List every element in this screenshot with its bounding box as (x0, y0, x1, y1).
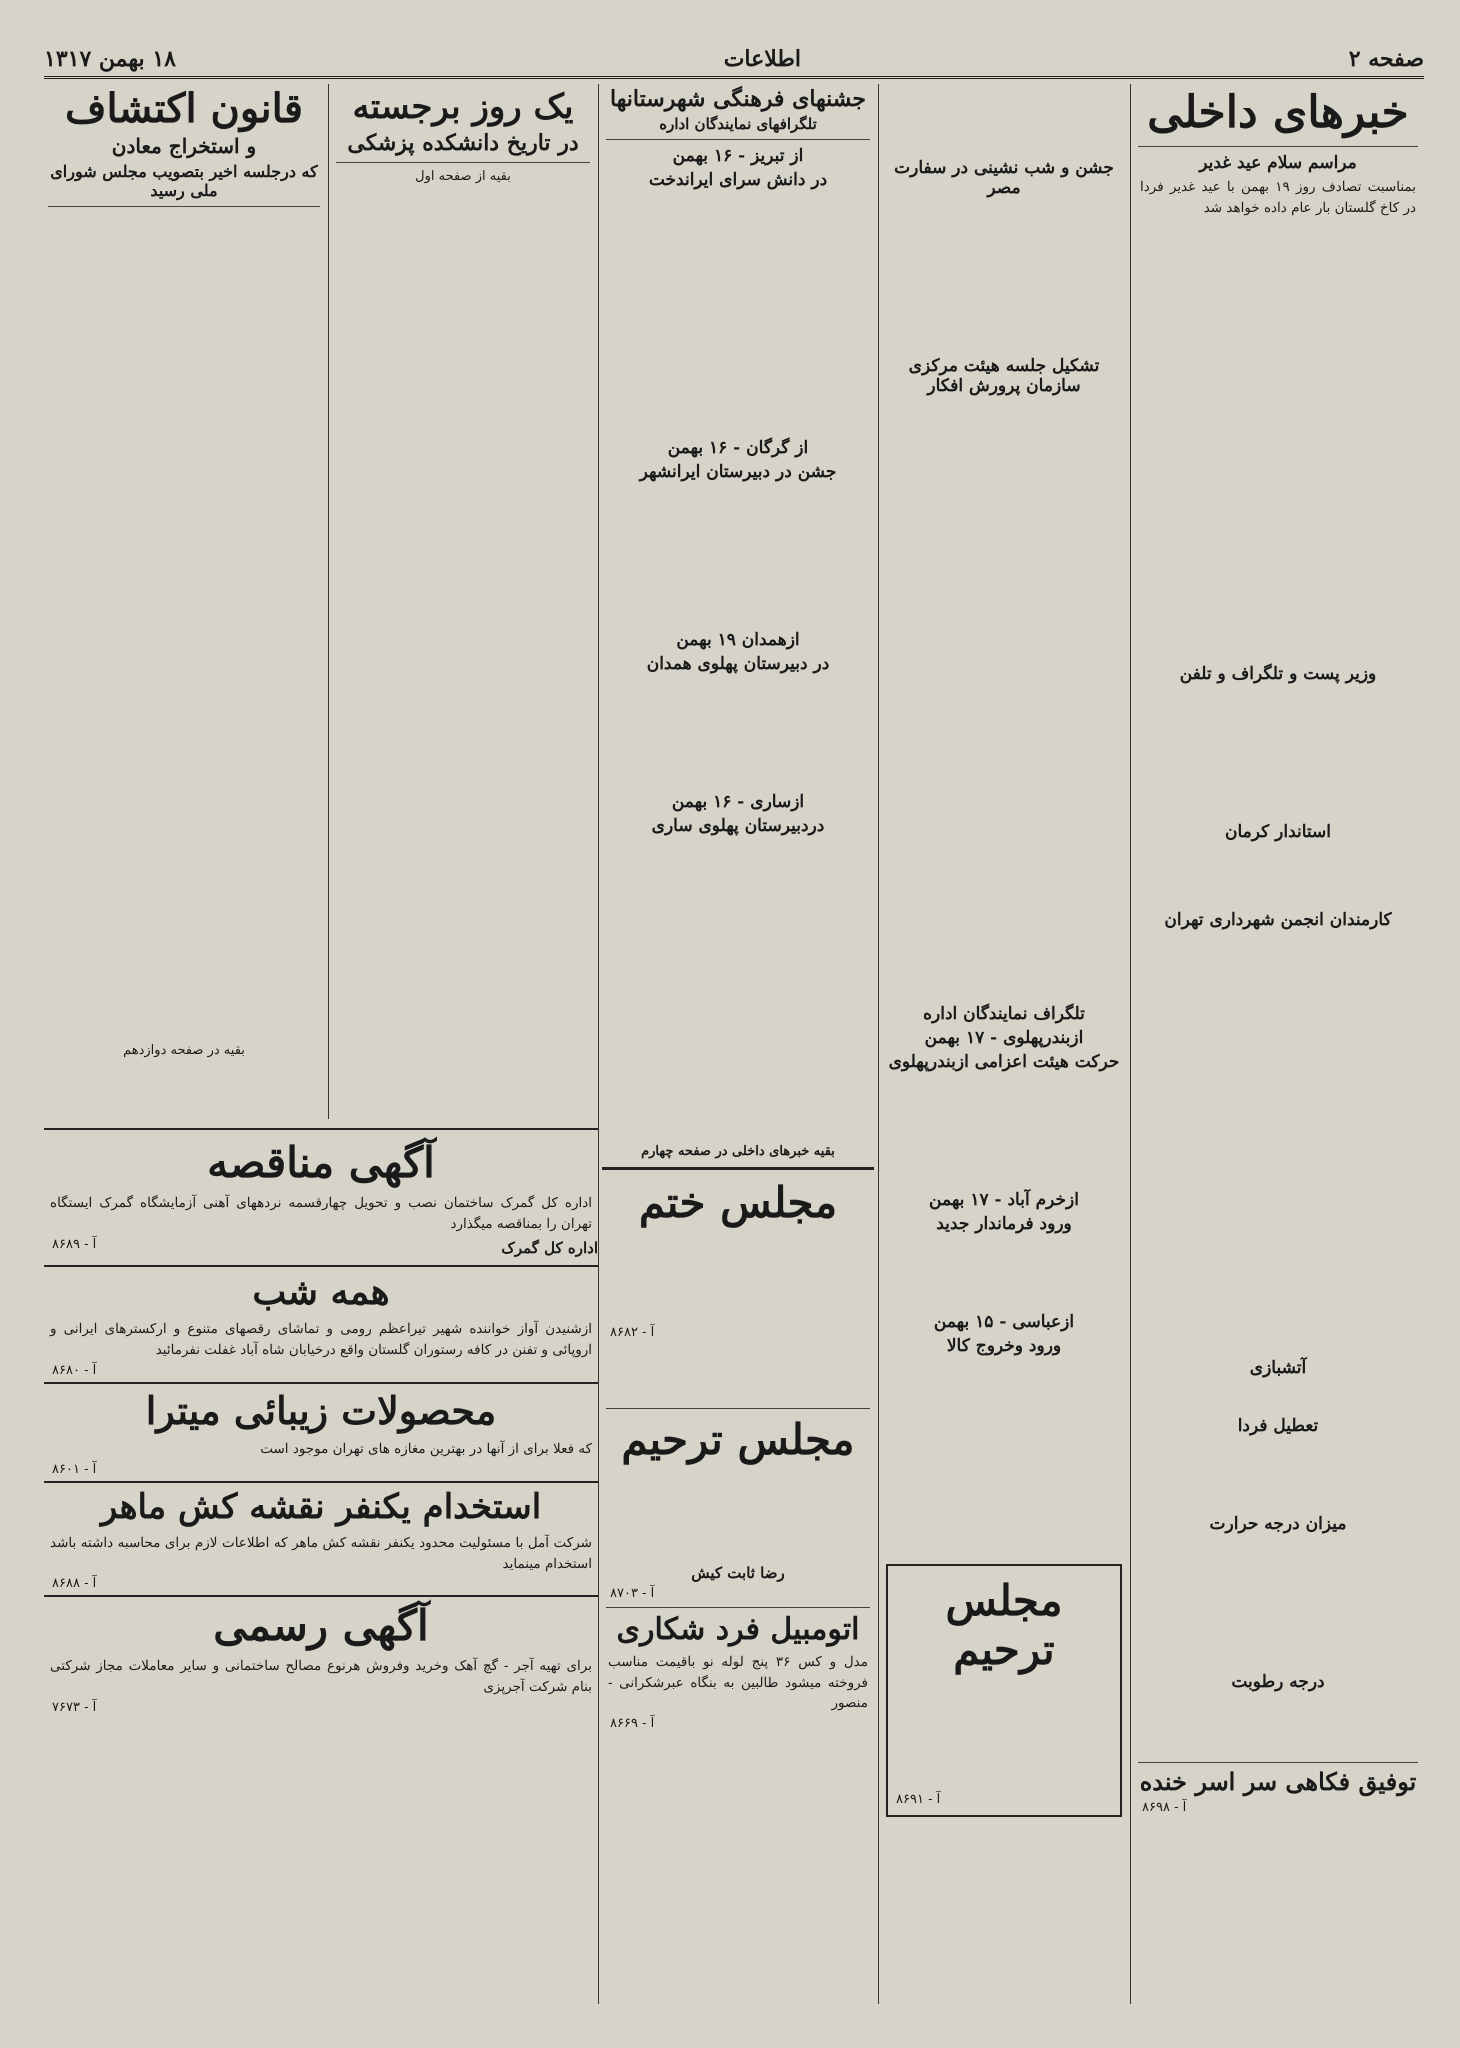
text-block (602, 1233, 874, 1323)
ad-code: آ - ۸۶۸۰ (52, 1362, 97, 1378)
heading-bandar-mission: حرکت هیئت اعزامی ازبندرپهلوی (888, 1052, 1120, 1072)
heading-fireworks: آتشبازی (1249, 1357, 1307, 1378)
text-block (44, 213, 324, 1043)
continued-to-note: بقیه در صفحه دوازدهم (123, 1043, 245, 1058)
text-block (602, 678, 874, 788)
text-block (1134, 1382, 1422, 1412)
heading-hamadan: ازهمدان ۱۹ بهمن (676, 630, 800, 651)
text-block (602, 840, 874, 1140)
ad-code: آ - ۸۶۸۸ (52, 1576, 97, 1592)
column-rule (598, 84, 599, 2004)
ad-code: آ - ۸۶۹۸ (1142, 1800, 1187, 1816)
ad-official-title: آگهی رسمی (213, 1601, 429, 1651)
column-mining-law (44, 84, 324, 1124)
ad-car-text: مدل و کس ۳۶ پنج لوله نو باقیمت مناسب فروخته میشود طالبین به بنگاه عبرشکرانی - منصور (608, 1653, 868, 1712)
ad-hiring-title: استخدام یکنفر نقشه کش ماهر (100, 1486, 542, 1527)
ad-code: آ - ۸۶۸۹ (52, 1236, 97, 1252)
heading-temperature: میزان درجه حرارت (1209, 1513, 1347, 1534)
ad-code: آ - ۸۶۹۱ (896, 1792, 941, 1807)
heading-pahlavi-sari: دردبیرستان پهلوی ساری (651, 816, 825, 837)
column-news-2 (882, 84, 1126, 2004)
masthead (44, 42, 1424, 79)
heading-post-minister: وزیر پست و تلگراف و تلفن (1179, 663, 1377, 684)
heading-pahlavi-hamadan: در دبیرستان پهلوی همدان (646, 654, 830, 675)
heading-kerman: استاندار کرمان (1224, 821, 1332, 842)
text-block (882, 1360, 1126, 1560)
heading-tehran-council: کارمندان انجمن شهرداری تهران (1164, 909, 1392, 930)
paper-name: اطلاعات (723, 46, 801, 72)
issue-date: ۱۸ بهمن ۱۳۱۷ (44, 46, 176, 72)
text-block (602, 1342, 874, 1402)
text-block (1134, 1538, 1422, 1668)
heading-sari: ازساری - ۱۶ بهمن (671, 792, 805, 813)
ad-code: آ - ۸۶۰۱ (52, 1461, 97, 1477)
text-block (882, 1238, 1126, 1308)
heading-iranshahr: جشن در دبیرستان ایرانشهر (639, 462, 837, 483)
text-block (1134, 934, 1422, 1354)
subhead-telegrams: تلگرافهای نمایندگان اداره (659, 115, 817, 134)
text-block (1140, 219, 1416, 240)
heading-central-council: تشکیل جلسه هیئت مرکزی سازمان پرورش افکار (908, 356, 1100, 396)
heading-tabriz: از تبریز - ۱۶ بهمن (672, 146, 804, 167)
subhead-medical-faculty: در تاریخ دانشکده پزشکی (347, 129, 579, 156)
heading-gorgan: از گرگان - ۱۶ بهمن (667, 438, 809, 459)
ad-mitra-text: که فعلا برای از آنها در بهترین مغازه های تهران موجود است (260, 1440, 592, 1457)
ad-car-title: اتومبیل فرد شکاری (616, 1612, 860, 1648)
headline-mining-law: قانون اکتشاف (65, 85, 303, 132)
ad-code: آ - ۸۷۰۳ (610, 1586, 655, 1602)
text-block (602, 1470, 874, 1560)
column-medical-faculty (332, 84, 594, 1124)
column-rule (328, 84, 329, 1119)
ad-tender-title: آگهی مناقصه (207, 1138, 435, 1187)
text-block (602, 486, 874, 626)
heading-khorramabad: ازخرم آباد - ۱۷ بهمن (929, 1190, 1079, 1210)
heading-goods: ورود وخروج کالا (946, 1336, 1062, 1356)
text-block (882, 202, 1126, 352)
ad-hiring-text: شرکت آمل با مسئولیت محدود یکنفر نقشه کش ماهر که اطلاعات لازم برای محاسبه داشته باشد استخدام مینماید (50, 1534, 592, 1572)
column-rule (878, 84, 879, 2004)
subhead-mining-law: و استخراج معادن (111, 134, 257, 158)
headline-city-celebrations: جشنهای فرهنگی شهرستانها (609, 86, 867, 112)
heading-humidity: درجه رطوبت (1231, 1671, 1325, 1692)
text-block (1134, 1440, 1422, 1510)
ad-tender-signature: اداره کل گمرک (501, 1238, 598, 1257)
ads-block (44, 1134, 598, 1964)
heading-iran-dokht: در دانش سرای ایراندخت (648, 170, 828, 191)
headline-domestic-news: خبرهای داخلی (1147, 87, 1409, 138)
column-rule (1130, 84, 1131, 2004)
column-city-celebrations (602, 84, 874, 2004)
text-block (1134, 1696, 1422, 1756)
ad-code: آ - ۷۶۷۳ (52, 1700, 97, 1716)
ad-memorial-title: مجلس ترحیم (945, 1576, 1063, 1674)
ad-mitra-title: محصولات زیبائی میترا (145, 1387, 497, 1433)
text-block (1134, 240, 1422, 660)
text-ghadir: بمناسبت تصادف روز ۱۹ بهمن با عید غدیر فردا در کاخ گلستان بار عام داده خواهد شد (1140, 179, 1416, 217)
ad-funeral-title: مجلس ختم (638, 1178, 838, 1228)
ad-every-night-title: همه شب (252, 1270, 390, 1313)
ad-official-text: برای تهیه آجر - گچ آهک وخرید وفروش هرنوع مصالح ساختمانی و سایر معاملات مجاز شرکتی بنام شرکت آجرپزی (50, 1658, 592, 1696)
column-domestic-news (1134, 84, 1422, 2004)
text-block (882, 400, 1126, 1000)
text-block (888, 1680, 1120, 1790)
ad-tender-text: اداره کل گمرک ساختمان نصب و تحویل چهارقسمه نردههای آهنی آزمایشگاه گمرک ایستگاه تهران را بمناقصه میگذارد (50, 1195, 592, 1232)
ad-every-night-text: ازشنیدن آواز خواننده شهیر تیراعظم رومی و تماشای رقصهای متنوع و ارکسترهای ایرانی و اروپائی و تفنن در کافه رستوران گلستان واقع درخیابان شاه آباد غفلت نفرمائید (50, 1320, 592, 1358)
heading-abbasi: ازعباسی - ۱۵ بهمن (933, 1312, 1075, 1332)
ad-memorial-box (886, 1564, 1122, 1817)
section-rule (44, 1128, 598, 1130)
continued-from-note: بقیه از صفحه اول (415, 168, 511, 184)
ad-towfigh-title: توفیق فکاهی سر اسر خنده (1139, 1766, 1417, 1796)
subhead-mining-law-2: که درجلسه اخیر بتصویب مجلس شورای ملی رسید (50, 162, 318, 200)
heading-telegraph: تلگراف نمایندگان اداره (923, 1004, 1085, 1024)
ad-memorial-2-signature: رضا ثابت کیش (691, 1564, 785, 1583)
heading-egypt-embassy: جشن و شب نشینی در سفارت مصر (894, 158, 1114, 198)
page-label: صفحه ۲ (1348, 46, 1424, 72)
text-block (1134, 846, 1422, 906)
ad-code: آ - ۸۶۶۹ (610, 1716, 655, 1732)
text-block (602, 194, 874, 434)
heading-new-governor: ورود فرماندار جدید (936, 1214, 1072, 1234)
text-block (1134, 688, 1422, 818)
heading-ghadir: مراسم سلام عید غدیر (1199, 153, 1357, 174)
heading-holiday: تعطیل فردا (1237, 1415, 1319, 1436)
text-block (882, 1076, 1126, 1186)
headline-medical-faculty: یک روز برجسته (352, 87, 574, 127)
heading-bandar-pahlavi: ازبندرپهلوی - ۱۷ بهمن (924, 1028, 1084, 1048)
ad-memorial-2-title: مجلس ترحیم (621, 1415, 855, 1465)
ad-code: آ - ۸۶۸۲ (610, 1325, 655, 1341)
continued-note: بقیه خبرهای داخلی در صفحه چهارم (641, 1144, 835, 1160)
